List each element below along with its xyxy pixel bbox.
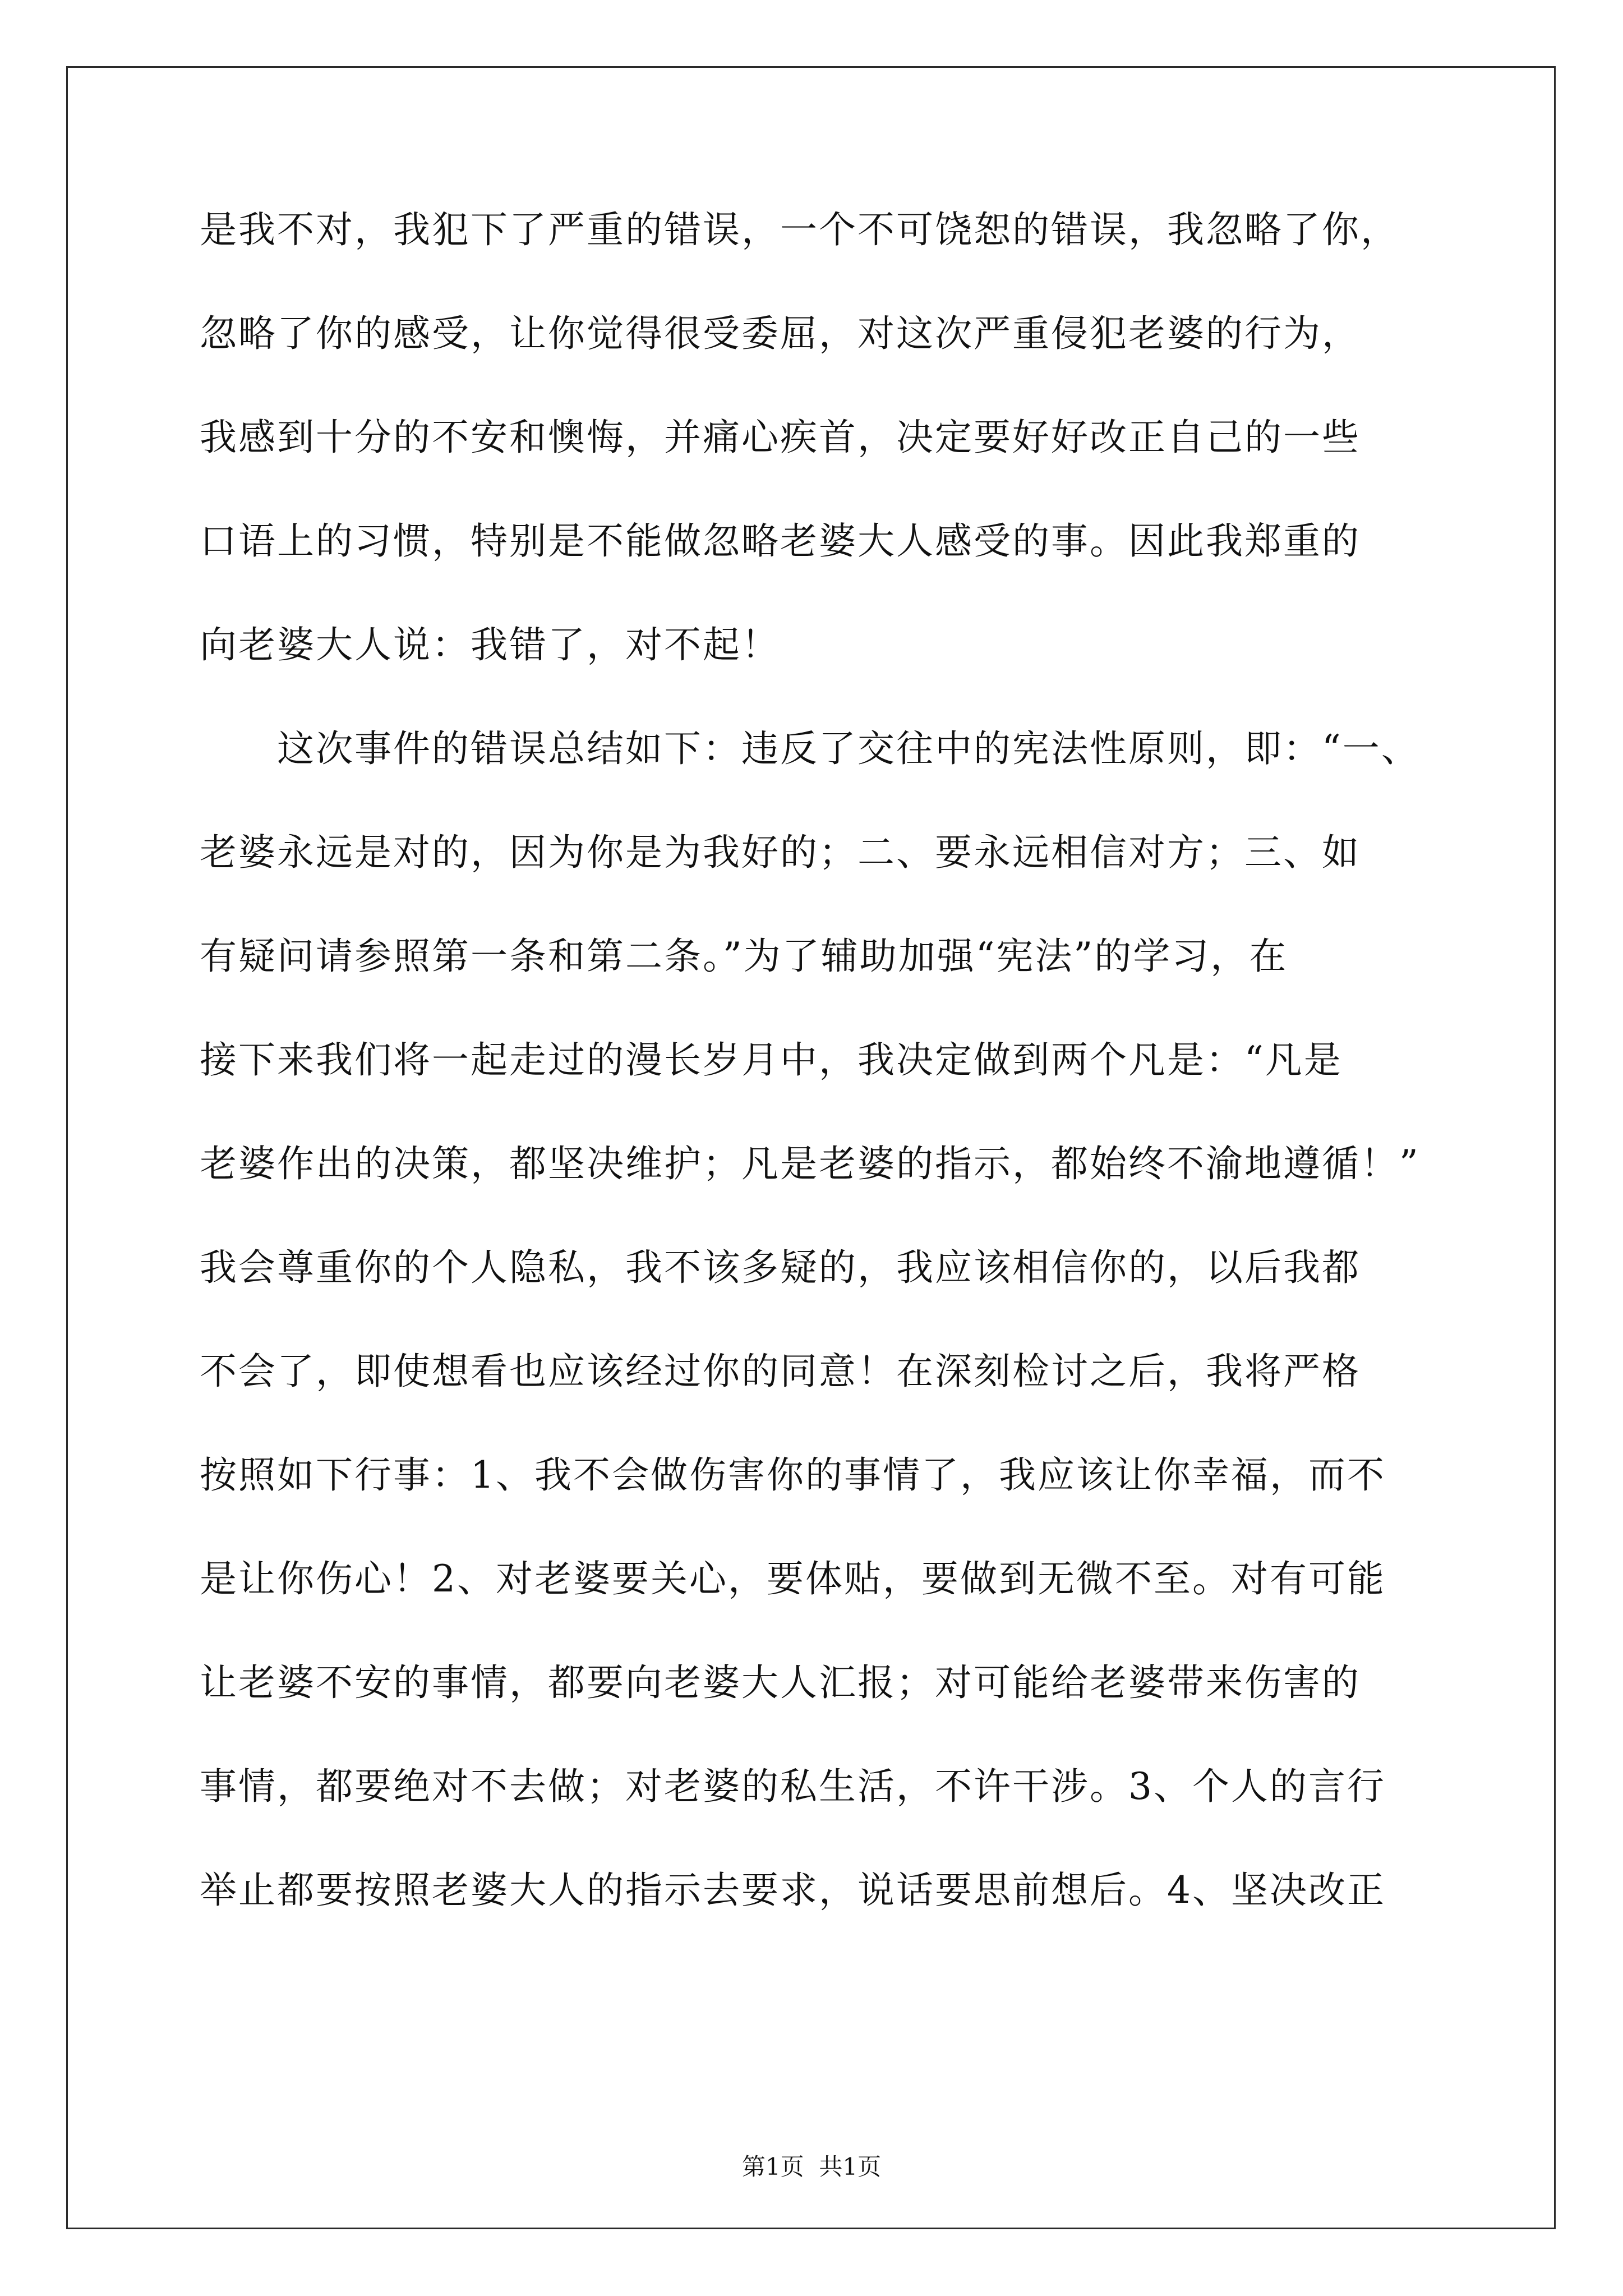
body-line-17: 举止都要按照老婆大人的指示去要求，说话要思前想后。4、坚决改正: [200, 1869, 1386, 1912]
body-line-3: 我感到十分的不安和懊悔，并痛心疾首，决定要好好改正自己的一些: [200, 416, 1361, 459]
body-line-5: 向老婆大人说：我错了，对不起！: [200, 623, 780, 666]
body-line-4: 口语上的习惯，特别是不能做忽略老婆大人感受的事。因此我郑重的: [200, 519, 1361, 563]
body-line-12: 不会了，即使想看也应该经过你的同意！在深刻检讨之后，我将严格: [200, 1350, 1361, 1393]
body-line-8: 有疑问请参照第一条和第二条。”为了辅助加强“宪法”的学习，在: [200, 935, 1288, 978]
body-line-2: 忽略了你的感受，让你觉得很受委屈，对这次严重侵犯老婆的行为，: [200, 312, 1361, 355]
body-line-7: 老婆永远是对的，因为你是为我好的；二、要永远相信对方；三、如: [200, 831, 1361, 874]
body-line-10: 老婆作出的决策，都坚决维护；凡是老婆的指示，都始终不渝地遵循！”: [200, 1142, 1420, 1185]
body-line-16: 事情，都要绝对不去做；对老婆的私生活，不许干涉。3、个人的言行: [200, 1765, 1386, 1808]
body-line-6: 这次事件的错误总结如下：违反了交往中的宪法性原则，即：“一、: [200, 727, 1420, 770]
body-line-15: 让老婆不安的事情，都要向老婆大人汇报；对可能给老婆带来伤害的: [200, 1661, 1361, 1704]
body-line-14: 是让你伤心！2、对老婆要关心，要体贴，要做到无微不至。对有可能: [200, 1557, 1386, 1600]
body-line-13: 按照如下行事：1、我不会做伤害你的事情了，我应该让你幸福，而不: [200, 1453, 1386, 1497]
body-line-11: 我会尊重你的个人隐私，我不该多疑的，我应该相信你的，以后我都: [200, 1246, 1361, 1289]
body-line-9: 接下来我们将一起走过的漫长岁月中，我决定做到两个凡是：“凡是: [200, 1038, 1343, 1082]
body-line-1: 是我不对，我犯下了严重的错误，一个不可饶恕的错误，我忽略了你，: [200, 208, 1399, 251]
page-number-footer: 第1页 共1页: [741, 2153, 882, 2180]
